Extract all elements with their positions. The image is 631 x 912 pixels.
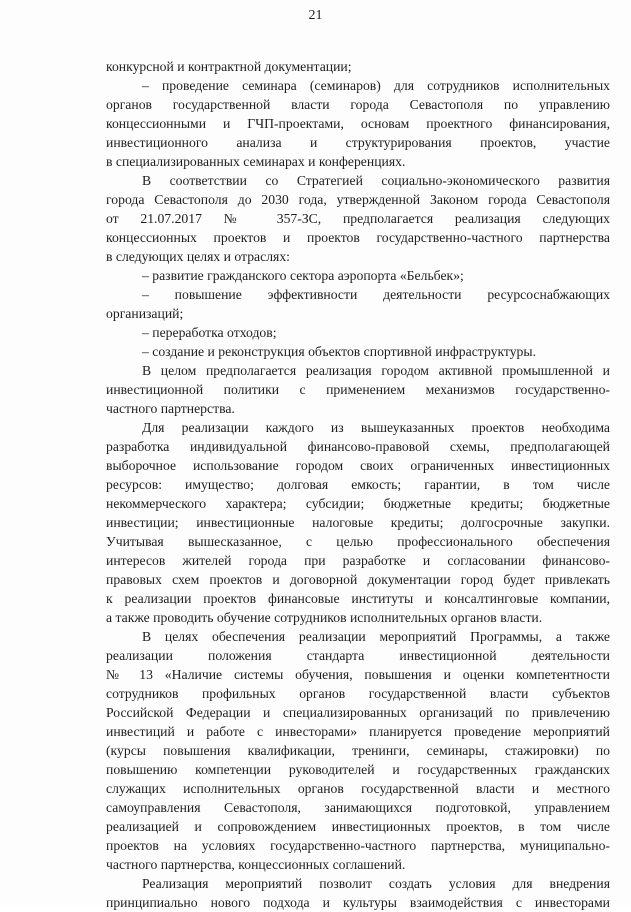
text-line: (курсы повышения квалификации, тренинги, семинары, стажировки) по — [106, 743, 610, 758]
text-line: – повышение эффективности деятельности ресурсоснабжающих — [142, 287, 610, 302]
text-line: Российской Федерации и специализированных организаций по привлечению — [106, 705, 610, 720]
text-line: принципиально нового подхода и культуры взаимодействия с инвесторами — [106, 895, 610, 910]
text-line: в следующих целях и отраслях: — [106, 249, 290, 264]
text-line: повышению компетенции руководителей и государственных гражданских — [106, 762, 610, 777]
page-number: 21 — [308, 8, 323, 23]
text-line: города Севастополя до 2030 года, утвержденной Законом города Севастополя — [106, 192, 610, 207]
body-text — [106, 57, 610, 912]
text-line: реализации положения стандарта инвестиционной деятельности — [106, 648, 610, 663]
text-line: правовых схем проектов и договорной документации город будет привлекать — [106, 572, 610, 587]
text-line: служащих исполнительных органов государственной власти и местного — [106, 781, 610, 796]
text-line: реализацией и сопровождением инвестиционных проектов, в том числе — [106, 819, 610, 834]
text-line: – создание и реконструкция объектов спортивной инфраструктуры. — [142, 344, 537, 359]
text-line: Учитывая вышесказанное, с целью профессионального обеспечения — [106, 534, 610, 549]
text-line: Реализация мероприятий позволит создать условия для внедрения — [142, 876, 610, 891]
text-line: концессионными и ГЧП-проектами, основам проектного финансирования, — [106, 116, 610, 131]
text-line: выборочное использование городом своих ограниченных инвестиционных — [106, 458, 610, 473]
text-line: частного партнерства. — [106, 401, 235, 416]
text-line: В целом предполагается реализация городом активной промышленной и — [142, 363, 610, 378]
text-line: а также проводить обучение сотрудников исполнительных органов власти. — [106, 610, 543, 625]
text-line: концессионных проектов и проектов государственно-частного партнерства — [106, 230, 610, 245]
text-line: – развитие гражданского сектора аэропорта «Бельбек»; — [142, 268, 464, 283]
text-line: инвестиционной политики с применением механизмов государственно- — [106, 382, 610, 397]
text-line: разработка индивидуальной финансово-правовой схемы, предполагающей — [106, 439, 610, 454]
text-line: проектов на условиях государственно-частного партнерства, муниципально- — [106, 838, 610, 853]
text-line: инвестиционного анализа и структурирования проектов, участие — [106, 135, 610, 150]
text-line: интересов жителей города при разработке и согласовании финансово- — [106, 553, 610, 568]
text-line: органов государственной власти города Севастополя по управлению — [106, 97, 610, 112]
text-line: самоуправления Севастополя, занимающихся подготовкой, управлением — [106, 800, 610, 815]
text-line: В целях обеспечения реализации мероприятий Программы, а также — [142, 629, 610, 644]
text-line: конкурсной и контрактной документации; — [106, 59, 352, 74]
text-line: в специализированных семинарах и конференциях. — [106, 154, 406, 169]
text-line: № 13 «Наличие системы обучения, повышения и оценки компетентности — [106, 667, 610, 682]
text-line: инвестиций и работе с инвесторами» планируется проведение мероприятий — [106, 724, 610, 739]
text-line: инвестиции; инвестиционные налоговые кредиты; долгосрочные закупки. — [106, 515, 610, 530]
text-line: ресурсов: имущество; долговая емкость; гарантии, в том числе — [106, 477, 610, 492]
text-line: к реализации проектов финансовые институты и консалтинговые компании, — [106, 591, 610, 606]
text-line: – проведение семинара (семинаров) для сотрудников исполнительных — [142, 78, 610, 93]
text-line: сотрудников профильных органов государственной власти субъектов — [106, 686, 610, 701]
text-line: Для реализации каждого из вышеуказанных проектов необходима — [142, 420, 610, 435]
text-line: некоммерческого характера; субсидии; бюджетные кредиты; бюджетные — [106, 496, 610, 511]
text-line: – переработка отходов; — [142, 325, 277, 340]
text-line: организаций; — [106, 306, 184, 321]
text-line: от 21.07.2017 № 357-ЗС, предполагается реализация следующих — [106, 211, 610, 226]
text-line: В соответствии со Стратегией социально-экономического развития — [142, 173, 610, 188]
text-line: частного партнерства, концессионных соглашений. — [106, 857, 406, 872]
